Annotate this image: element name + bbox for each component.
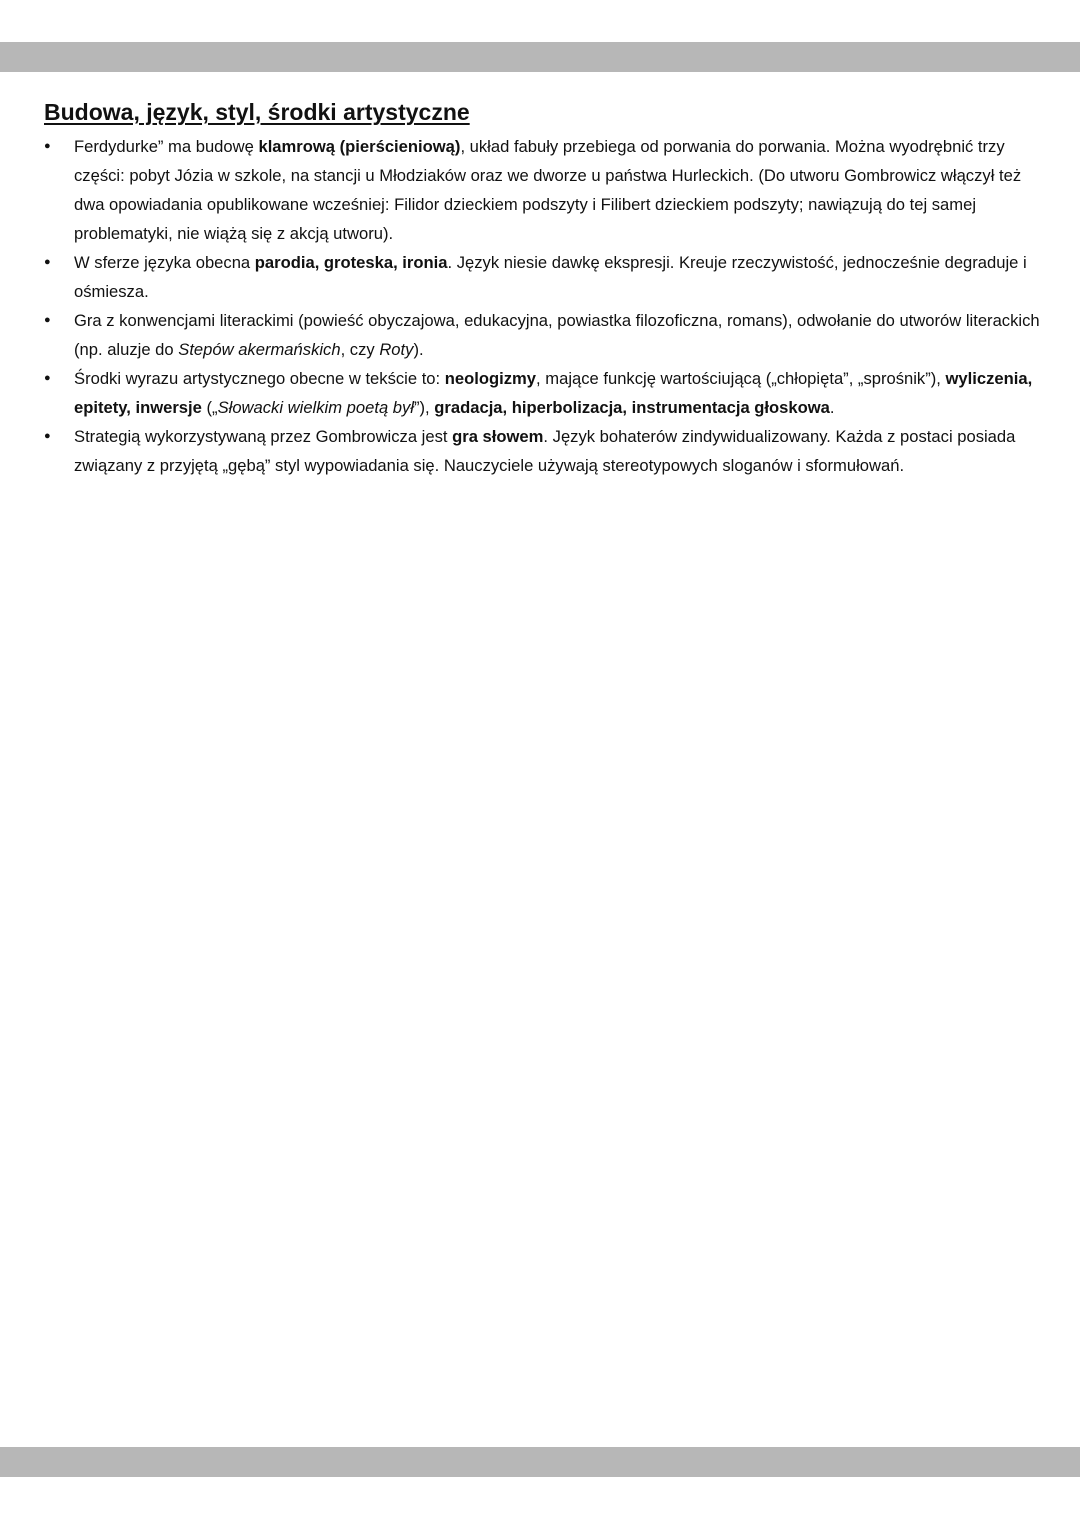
bullet-text-segment: parodia, groteska, ironia: [254, 253, 448, 272]
bullet-text-segment: . Język niesie dawkę ekspresji. Kreuje rzeczywistość, jednocześnie degraduje i ośmiesza.: [74, 253, 1027, 301]
bullet-list: [44, 132, 1044, 480]
bullet-text-segment: Słowacki wielkim poetą był: [217, 398, 414, 417]
bullet-item: [44, 132, 1044, 248]
bullet-text-segment: ).: [413, 340, 424, 359]
bullet-item: [44, 422, 1044, 480]
bullet-text-segment: Ferdydurke” ma budowę: [74, 137, 259, 156]
bullet-item: [44, 306, 1044, 364]
bullet-text-segment: . Język bohaterów zindywidualizowany. Każda z postaci posiada związany z przyjętą „gębą” styl wypowiadania się. Nauczyciele używają stereotypowych sloganów i sformułowań.: [74, 427, 1016, 475]
top-page-bar: [0, 42, 1080, 72]
bullet-text-segment: gradacja, hiperbolizacja, instrumentacja głoskowa: [434, 398, 830, 417]
bullet-text-segment: neologizmy: [444, 369, 537, 388]
bottom-page-bar: [0, 1447, 1080, 1477]
bullet-text-segment: , układ fabuły przebiega od porwania do porwania. Można wyodrębnić trzy części: pobyt Józia w szkole, na stancji u Młodziaków oraz we dworze u państwa Hurleckich. (Do utworu Gombrowicz włączył też dwa opowiadania opublikowane wcześniej: Filidor dzieckiem podszyty i Filibert dzieckiem podszyty; nawiązują do tej samej problematyki, nie wiążą się z akcją utworu).: [74, 137, 1022, 243]
bullet-text-segment: ”),: [414, 398, 435, 417]
bullet-text-segment: klamrową (pierścieniową): [258, 137, 461, 156]
section-heading: Budowa, język, styl, środki artystyczne: [44, 99, 470, 125]
bullet-text-segment: Stepów akermańskich: [178, 340, 341, 359]
bullet-text-segment: Roty: [379, 340, 414, 359]
bullet-text-segment: , mające funkcję wartościującą („chłopięta”, „sprośnik”),: [536, 369, 946, 388]
bullet-text-segment: , czy: [340, 340, 380, 359]
bullet-text-segment: W sferze języka obecna: [74, 253, 255, 272]
bullet-item: [44, 364, 1044, 422]
bullet-text-segment: („: [201, 398, 218, 417]
bullet-text-segment: Środki wyrazu artystycznego obecne w tekście to:: [74, 369, 445, 388]
bullet-text-segment: Strategią wykorzystywaną przez Gombrowicza jest: [74, 427, 453, 446]
document-content: [44, 96, 1044, 480]
bullet-item: [44, 248, 1044, 306]
bullet-text-segment: Gra z konwencjami literackimi (powieść obyczajowa, edukacyjna, powiastka filozoficzna, romans), odwołanie do utworów literackich (np. aluzje do: [74, 311, 1040, 359]
bullet-text-segment: gra słowem: [452, 427, 544, 446]
bullet-text-segment: .: [829, 398, 835, 417]
bullet-text-segment: wyliczenia, epitety, inwersje: [74, 369, 1033, 417]
